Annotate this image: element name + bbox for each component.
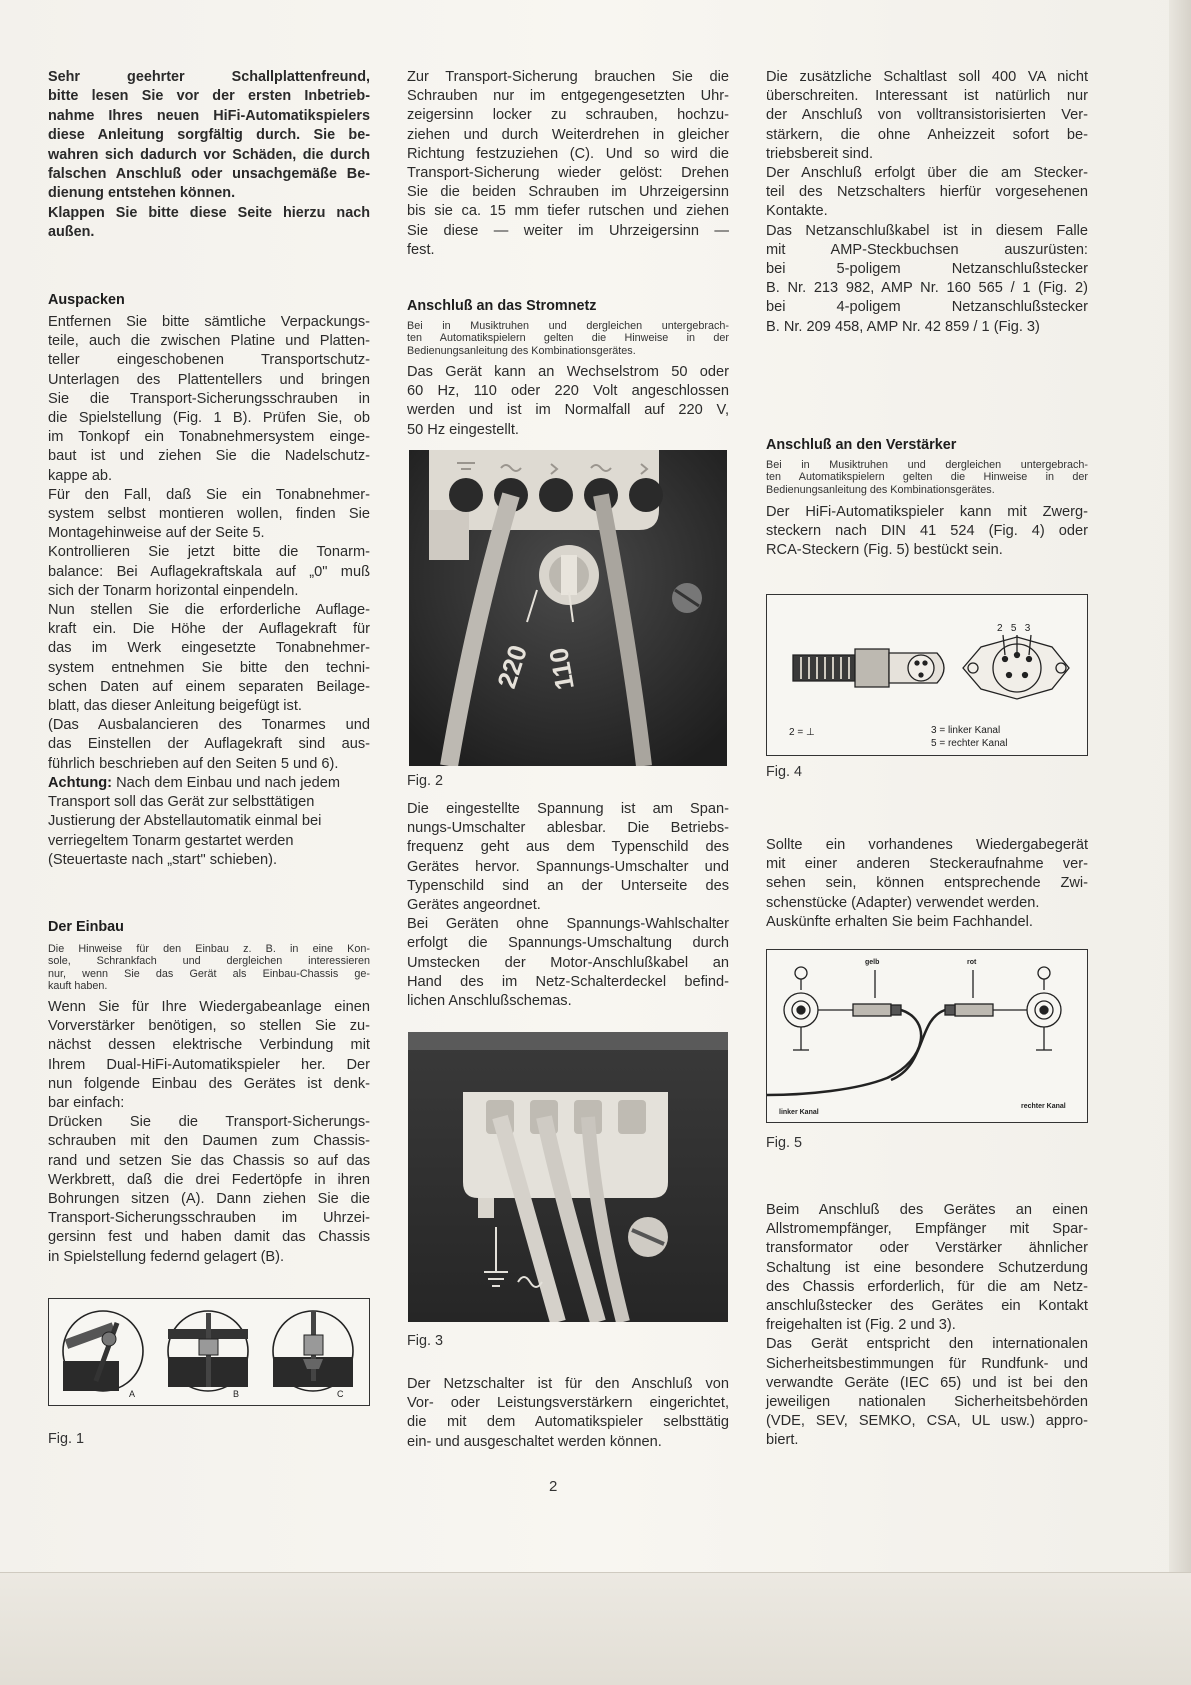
verst-note [766,459,1088,496]
text-line: system entnehmen Sie bitte den techni- [48,659,370,676]
text-line: sich der Tonarm horizontal einpendeln. [48,582,299,599]
text-line: zeigersinn locker zu schrauben, hochzu- [407,107,729,124]
text-line: Werkbrett, daß die drei Federtöpfe in ihren [48,1171,370,1188]
text-line: in Spielstellung federnd gelagert (B). [48,1248,285,1265]
fig1-label-c: C [337,1389,344,1399]
text-line: balance: Bei Auflagekraftskala auf „0" muß [48,563,370,580]
text-line: Gerätes angeordnet. [407,897,541,914]
text-line: (VDE, SEV, SEMKO, CSA, UL usw.) appro- [766,1413,1088,1430]
heading-auspacken: Auspacken [48,292,125,308]
text-line: kappe ab. [48,467,113,484]
text-line: teller eingeschobenen Transportschutz- [48,352,370,369]
text-line: B. Nr. 209 458, AMP Nr. 42 859 / 1 (Fig. 3) [766,318,1040,335]
text-line: bitte lesen Sie vor der ersten Inbetrieb- [48,88,370,105]
text-line: Bei in Musiktruhen und dergleichen untergebrach- [407,320,729,332]
text-line: Schrauben nur im entgegengesetzten Uhr- [407,88,729,105]
text-line: Klappen Sie bitte diese Seite hierzu nach [48,204,370,221]
text-line: das Einstellen der Auflagekraft sind aus- [48,736,370,753]
figure-4-din-plug [766,594,1088,756]
text-line: Die zusätzliche Schaltlast soll 400 VA nicht [766,69,1088,85]
auspacken-text [48,313,370,774]
text-line: stärkern, die ohne Anheizzeit sofort be- [766,126,1088,143]
fig5-label-rot: rot [967,959,977,966]
fig4-caption: Fig. 4 [766,764,802,780]
text-line: Bedienungsanleitung des Kombinationsgerätes. [407,344,636,357]
figure-2-photo [409,450,727,766]
figure-5-rca-plug [766,949,1088,1123]
text-line: Sicherheitsbestimmungen für Rundfunk- und [766,1355,1088,1372]
text-line: Beim Anschluß des Gerätes an einen [766,1202,1088,1218]
figure-1-illustration [49,1299,368,1404]
fig4-right-channel-label: 5 = rechter Kanal [931,738,1008,749]
einbau-note [48,943,370,993]
text-line: falschen Anschluß oder unsachgemäße Be- [48,166,370,183]
text-line: ten Automatikspielern gelten die Hinweise in der [407,332,729,345]
text-line: bei 4-poligem Netzanschlußstecker [766,299,1088,316]
fig2-label-220: 220 [491,641,534,692]
text-line: nächst dessen elektrische Verbindung mit [48,1037,370,1054]
fig1-caption: Fig. 1 [48,1431,84,1447]
text-line: Richtung festzuziehen (C). Und so wird die [407,145,729,162]
text-line: rand und setzen Sie das Chassis so auf das [48,1152,370,1169]
figure-1 [48,1298,370,1406]
text-line: teil des Netzschalters hierfür vorgesehenen [766,184,1088,201]
text-line: Schaltung ist eine besondere Schutzerdung [766,1259,1088,1276]
text-line: ziehen und durch Weiterdrehen in gleicher [407,126,729,143]
text-line: Transport-Sicherungsschrauben im Uhrzei- [48,1210,370,1227]
text-line: steckern nach DIN 41 524 (Fig. 4) oder [766,523,1088,540]
text-line: Bedienungsanleitung des Kombinationsgerätes. [766,483,995,496]
text-line: (Das Ausbalancieren des Tonarmes und [48,717,370,734]
text-line: verriegeltem Tonarm gestartet werden [48,832,294,849]
intro-text [48,68,370,243]
fig4-ground-label: 2 = ⊥ [789,727,815,738]
text-line: fest. [407,241,435,258]
text-line: verwandte Geräte (IEC 65) und ist bei den [766,1374,1088,1391]
text-line: Für den Fall, daß Sie ein Tonabnehmer- [48,486,370,503]
fig1-label-a: A [129,1389,136,1399]
text-line: sehen sein, können entsprechende Zwi- [766,875,1088,892]
text-line: die mit dem Automatikspieler selbsttätig [407,1414,729,1431]
text-line: Wenn Sie für Ihre Wiedergabeanlage einen [48,999,370,1015]
fig3-caption: Fig. 3 [407,1333,443,1349]
page-edge-shadow [1169,0,1191,1684]
text-line: wahren sich dadurch vor Schäden, die durch [48,146,370,163]
text-line: biert. [766,1432,799,1449]
text-line: Sie die Transport-Sicherungsschrauben in [48,390,370,407]
spannung-text [407,800,729,1011]
text-line: der Anschluß von volltransistorisierten Ver- [766,107,1088,124]
text-line: erfolgt die Spannungs-Umschaltung durch [407,935,729,952]
text-line: lichen Anschlußschemas. [407,993,572,1010]
text-line: Auskünfte erhalten Sie beim Fachhandel. [766,913,1033,930]
text-line: ein- und ausgeschaltet werden können. [407,1433,662,1450]
text-line: Gerätes hervor. Spannungs-Umschalter und [407,858,729,875]
text-line: frequenz geht aus dem Typenschild des [407,839,729,856]
text-line: mit einer anderen Steckeraufnahme ver- [766,856,1088,873]
text-line: Bei Geräten ohne Spannungs-Wahlschalter [407,916,729,933]
text-line: im Tonkopf ein Tonabnehmersystem einge- [48,429,370,446]
heading-stromnetz: Anschluß an das Stromnetz [407,298,597,314]
adapter-text [766,836,1088,932]
text-line: Nach dem Einbau und nach jedem [112,775,341,791]
text-line: werden und ist im Normalfall auf 220 V, [407,402,729,419]
figure-3-photo [408,1032,728,1322]
text-line: nur, wenn Sie das Gerät als Einbau-Chassis ge- [48,967,370,980]
text-line: freigehalten ist (Fig. 2 und 3). [766,1317,956,1334]
fig4-pin-labels: 2 5 3 [997,623,1031,634]
text-line: Zur Transport-Sicherung brauchen Sie die [407,69,729,85]
text-line: Kontrollieren Sie jetzt bitte die Tonarm- [48,544,370,561]
text-line: bei 5-poligem Netzanschlußstecker [766,261,1088,278]
text-line: ten Automatikspielern gelten die Hinweise in der [766,471,1088,484]
figure-2-illustration [409,450,727,766]
text-line: schenstücke (Adapter) verwendet werden. [766,894,1040,911]
text-line: bar einfach: [48,1095,125,1112]
text-line: überschreiten. Interessant ist natürlich nur [766,88,1088,105]
achtung-text [48,774,370,870]
text-line: RCA-Steckern (Fig. 5) bestückt sein. [766,542,1003,559]
text-line: Ihrem Dual-HiFi-Automatikspieler her. Der [48,1056,370,1073]
text-line: gersinn fest und haben damit das Chassis [48,1229,370,1246]
text-line: Typenschild sind an der Unterseite des [407,877,729,894]
text-line: die Spielstellung (Fig. 1 B). Prüfen Sie, ob [48,410,370,427]
heading-verstaerker: Anschluß an den Verstärker [766,437,957,453]
verst-text [766,503,1088,561]
text-line: Vor- oder Leistungsverstärkern eingerichtet, [407,1395,729,1412]
text-line: kraft ein. Die Höhe der Auflagekraft für [48,621,370,638]
text-line: anschlußstecker des Gerätes ein Kontakt [766,1298,1088,1315]
text-line: B. Nr. 213 982, AMP Nr. 160 565 / 1 (Fig. 2) [766,280,1088,297]
text-line: Allstromempfänger, Empfänger mit Spar- [766,1221,1088,1238]
text-line: 60 Hz, 110 oder 220 Volt angeschlossen [407,383,729,400]
text-line: bis sie ca. 15 mm tiefer rutschen und ziehen [407,203,729,220]
page-number: 2 [549,1478,558,1495]
heading-einbau: Der Einbau [48,919,124,935]
text-line: Bohrungen sitzen (A). Dann ziehen Sie die [48,1191,370,1208]
text-line: diese Anleitung sorgfältig durch. Sie be- [48,127,370,144]
fig5-label-linker-kanal: linker Kanal [779,1109,819,1116]
text-line: Sollte ein vorhandenes Wiedergabegerät [766,837,1088,853]
text-line: Montagehinweise auf der Seite 5. [48,525,265,542]
text-line: Entfernen Sie bitte sämtliche Verpackungs- [48,314,370,330]
text-line: triebsbereit sind. [766,145,874,162]
text-line: Der Anschluß erfolgt über die am Stecker- [766,165,1088,182]
text-line: schen Daten auf einem separaten Beilage- [48,678,370,695]
text-line: (Steuertaste nach „start" schieben). [48,851,278,868]
fig5-label-rechter-kanal: rechter Kanal [1021,1103,1066,1110]
fig2-label-110: 110 [543,645,580,693]
strom-note [407,320,729,357]
text-line: Transport-Sicherung wieder gelöst: Drehen [407,165,729,182]
text-line: Bei in Musiktruhen und dergleichen untergebrach- [766,459,1088,471]
text-line: nun folgende Einbau des Gerätes ist denk- [48,1075,370,1092]
text-line: dienung entstehen können. [48,185,236,202]
text-line: sole, Schrankfach und dergleichen interessieren [48,955,370,968]
text-line: transformator oder Verstärker ähnlicher [766,1240,1088,1257]
text-line: kauft haben. [48,980,108,993]
text-line: das im Werk eingesetzte Tonabnehmer- [48,640,370,657]
text-line: Drücken Sie die Transport-Sicherungs- [48,1114,370,1131]
fig2-caption: Fig. 2 [407,773,443,789]
text-line: jeweiligen nationalen Sicherheitsbehörden [766,1394,1088,1411]
figure-3-illustration [408,1032,728,1322]
text-line: des Chassis erforderlich, für die am Netz- [766,1278,1088,1295]
text-line: Kontakte. [766,203,828,220]
text-line: Der HiFi-Automatikspieler kann mit Zwerg- [766,504,1088,520]
text-line: Nun stellen Sie die erforderliche Auflage- [48,602,370,619]
text-line: Sie diese — weiter im Uhrzeigersinn — [407,222,729,239]
text-line: führlich beschrieben auf den Seiten 5 und 6). [48,755,339,772]
text-line: Die Hinweise für den Einbau z. B. in eine Kon- [48,943,370,955]
text-line: nahme Ihres neuen HiFi-Automatikspielers [48,107,370,124]
text-line: schrauben mit den Daumen zum Chassis- [48,1133,370,1150]
text-line: Das Netzanschlußkabel ist in diesem Falle [766,222,1088,239]
fig5-label-gelb: gelb [865,959,880,966]
figure-5-illustration [767,950,1086,1121]
text-line: Vorverstärker benötigen, so stellen Sie zu- [48,1018,370,1035]
achtung-label: Achtung: [48,775,113,791]
text-line: Das Gerät kann an Wechselstrom 50 oder [407,364,729,380]
text-line: Die eingestellte Spannung ist am Span- [407,801,729,817]
text-line: Unterlagen des Plattentellers und bringen [48,371,370,388]
text-line: nungs-Umschalter ablesbar. Die Betriebs- [407,820,729,837]
text-line: Sie die beiden Schrauben im Uhrzeigersinn [407,184,729,201]
text-line: 50 Hz eingestellt. [407,421,519,438]
figure-4-illustration [767,595,1086,754]
text-line: Das Gerät entspricht den internationalen [766,1336,1088,1353]
page-bottom-margin [0,1572,1191,1685]
transport-text [407,68,729,260]
text-line: Umstecken der Motor-Anschlußkabel an [407,954,729,971]
schaltlast-text [766,68,1088,337]
text-line: blatt, das dieser Anleitung beigefügt ist. [48,698,302,715]
text-line: Hand des im Netz-Schalterdeckel befind- [407,973,729,990]
strom-text [407,363,729,440]
text-line: baut ist und ziehen Sie die Nadelschutz- [48,448,370,465]
fig1-label-b: B [233,1389,240,1399]
einbau-text [48,998,370,1267]
text-line: system selbst montieren wollen, finden Sie [48,506,370,523]
allstrom-text [766,1201,1088,1451]
fig5-caption: Fig. 5 [766,1135,802,1151]
text-line: Transport soll das Gerät zur selbsttätigen [48,794,315,811]
text-line: teile, auch die zwischen Platine und Platten- [48,333,370,350]
text-line: Sehr geehrter Schallplattenfreund, [48,69,370,85]
text-line: Der Netzschalter ist für den Anschluß von [407,1376,729,1392]
text-line: Justierung der Abstellautomatik einmal bei [48,813,322,830]
netzschalter-text [407,1375,729,1452]
text-line: mit AMP-Steckbuchsen auszurüsten: [766,241,1088,258]
fig4-left-channel-label: 3 = linker Kanal [931,725,1001,736]
text-line: außen. [48,224,95,241]
